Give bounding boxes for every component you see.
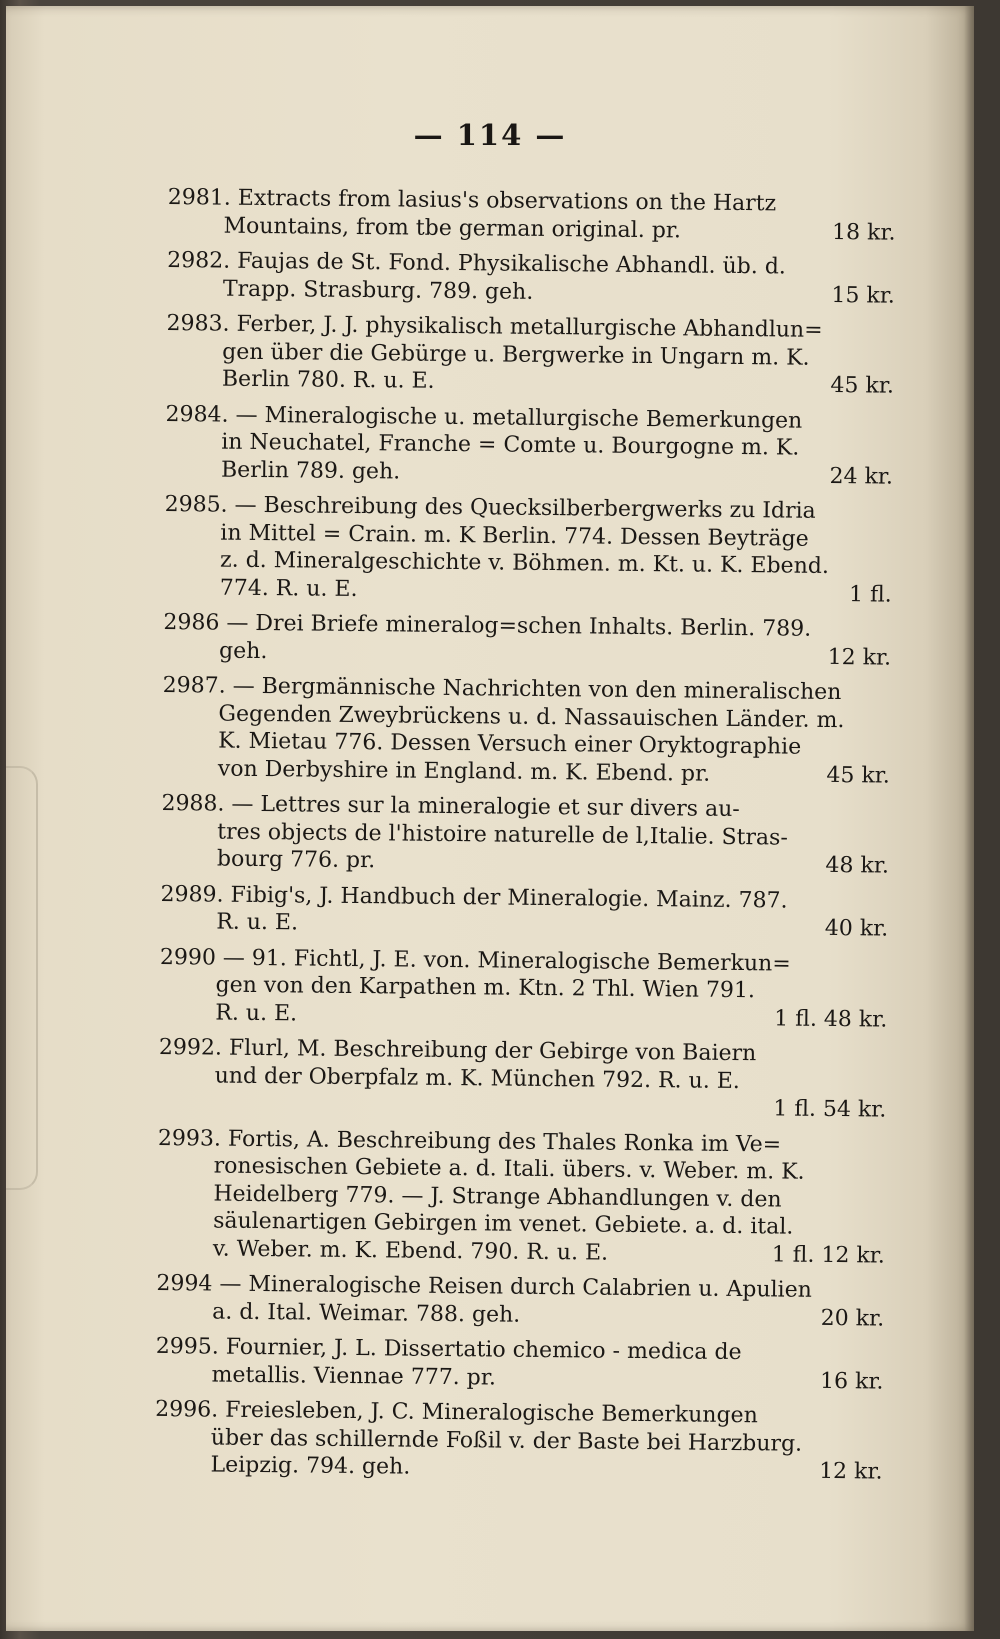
book-page [6,6,974,1631]
entry-text: 2983. Ferber, J. J. physikalisch metallurgische Abhandlun= [166,310,823,343]
entry-text: und der Oberpfalz m. K. München 792. R. u. E. [214,1063,740,1094]
entry-price: 12 kr. [827,644,892,671]
entry-text: 2982. Faujas de St. Fond. Physikalische Abhandl. üb. d. [167,247,786,280]
entry-text: Leipzig. 794. geh. [210,1452,411,1480]
entry-price: 16 kr. [819,1368,884,1395]
entry-text: 2994 — Mineralogische Reisen durch Calabrien u. Apulien [156,1270,812,1303]
entry-text: Berlin 780. R. u. E. [221,366,435,394]
entry-text: geh. [218,638,268,664]
catalog-entry [167,184,896,247]
entry-text: gen von den Karpathen m. Ktn. 2 Thl. Wien 791. [215,972,756,1004]
entry-text: 774. R. u. E. [219,575,358,602]
entry-text: Mountains, from tbe german original. pr. [223,213,682,243]
entry-text: z. d. Mineralgeschichte v. Böhmen. m. Kt. u. K. Ebend. [219,547,830,579]
entry-text: R. u. E. [215,1000,298,1026]
catalog-entry [163,609,892,672]
entry-text: in Mittel = Crain. m. K Berlin. 774. Dessen Beyträge [220,520,809,552]
catalog-entry [156,1270,885,1333]
entry-text: 2992. Flurl, M. Beschreibung der Gebirge von Baiern [158,1034,757,1067]
entry-text: K. Mietau 776. Dessen Versuch einer Oryktographie [218,728,802,760]
entry-text: metallis. Viennae 777. pr. [211,1362,497,1390]
entry-text: 2986 — Drei Briefe mineralog=schen Inhalts. Berlin. 789. [163,609,812,642]
catalog-entry [167,247,896,310]
entry-text: in Neuchatel, Franche = Comte u. Bourgogne m. K. [221,429,800,461]
catalog-entry [166,310,895,400]
catalog-entry [154,1396,883,1486]
catalog-entry [157,1124,886,1269]
catalog-entry [165,400,894,490]
catalog-entry [159,943,888,1033]
entry-text: Gegenden Zweybrückens u. d. Nassauischen Länder. m. [218,701,845,733]
entry-text: 2995. Fournier, J. L. Dissertatio chemico - medica de [155,1333,742,1366]
entry-text: R. u. E. [216,909,299,936]
entry-text: 2993. Fortis, A. Beschreibung des Thales Ronka im Ve= [157,1125,782,1157]
entry-price: 20 kr. [820,1305,885,1332]
entry-price: 1 fl. 12 kr. [771,1241,885,1269]
entry-text: über das schillernde Foßil v. der Baste bei Harzburg. [210,1425,803,1457]
entry-text: 2985. — Beschreibung des Quecksilberbergwerks zu Idria [164,491,816,524]
entry-text: von Derbyshire in England. m. K. Ebend. pr. [217,756,711,787]
entry-text: 2988. — Lettres sur la mineralogie et sur divers au- [161,790,740,823]
entry-price: 40 kr. [824,915,889,942]
catalog-entry [162,672,891,790]
entry-price: 45 kr. [826,762,890,789]
catalog-entry [158,1034,887,1124]
entry-text: 2984. — Mineralogische u. metallurgische Bemerkungen [165,401,803,434]
catalog-entry [160,880,889,943]
entry-text: säulenartigen Gebirgen im venet. Gebiete. a. d. ital. [213,1208,794,1240]
entry-price: 12 kr. [819,1458,883,1485]
entry-text: Trapp. Strasburg. 789. geh. [222,276,534,305]
entry-text: gen über die Gebürge u. Bergwerke in Ungarn m. K. [222,339,810,371]
entry-text: 2989. Fibig's, J. Handbuch der Mineralogie. Mainz. 787. [160,881,788,914]
entry-text: 2987. — Bergmännische Nachrichten von den mineralischen [162,672,842,706]
entry-price: 1 fl. 54 kr. [773,1096,887,1123]
catalog-entry [161,790,890,880]
entry-text: ronesischen Gebiete a. d. Itali. übers. v. Weber. m. K. [213,1153,805,1185]
entry-price: 1 fl. [848,581,892,608]
entry-text: a. d. Ital. Weimar. 788. geh. [212,1299,521,1328]
entry-text: 2981. Extracts from lasius's observations on the Hartz [167,184,777,217]
entry-price: 1 fl. 48 kr. [774,1005,888,1033]
entry-text: 2990 — 91. Fichtl, J. E. von. Mineralogische Bemerkun= [159,944,791,977]
entry-text: bourg 776. pr. [216,846,376,874]
entry-price: 15 kr. [831,282,896,309]
entry-price: 18 kr. [831,219,896,246]
entry-text: v. Weber. m. K. Ebend. 790. R. u. E. [212,1236,609,1266]
entry-price: 45 kr. [830,372,895,399]
catalog-entry [155,1333,884,1396]
entry-price: 24 kr. [829,463,894,490]
page-number: — 114 — [413,118,567,152]
entry-price: 48 kr. [825,852,890,879]
catalog-entries [154,184,896,1494]
paper-fold [6,766,38,1190]
entry-text: Berlin 789. geh. [220,457,401,484]
entry-text: tres objects de l'histoire naturelle de l,Italie. Stras- [217,819,788,851]
catalog-entry [164,491,893,609]
entry-text: 2996. Freiesleben, J. C. Mineralogische Bemerkungen [155,1396,758,1429]
entry-text: Heidelberg 779. — J. Strange Abhandlungen v. den [213,1181,782,1212]
